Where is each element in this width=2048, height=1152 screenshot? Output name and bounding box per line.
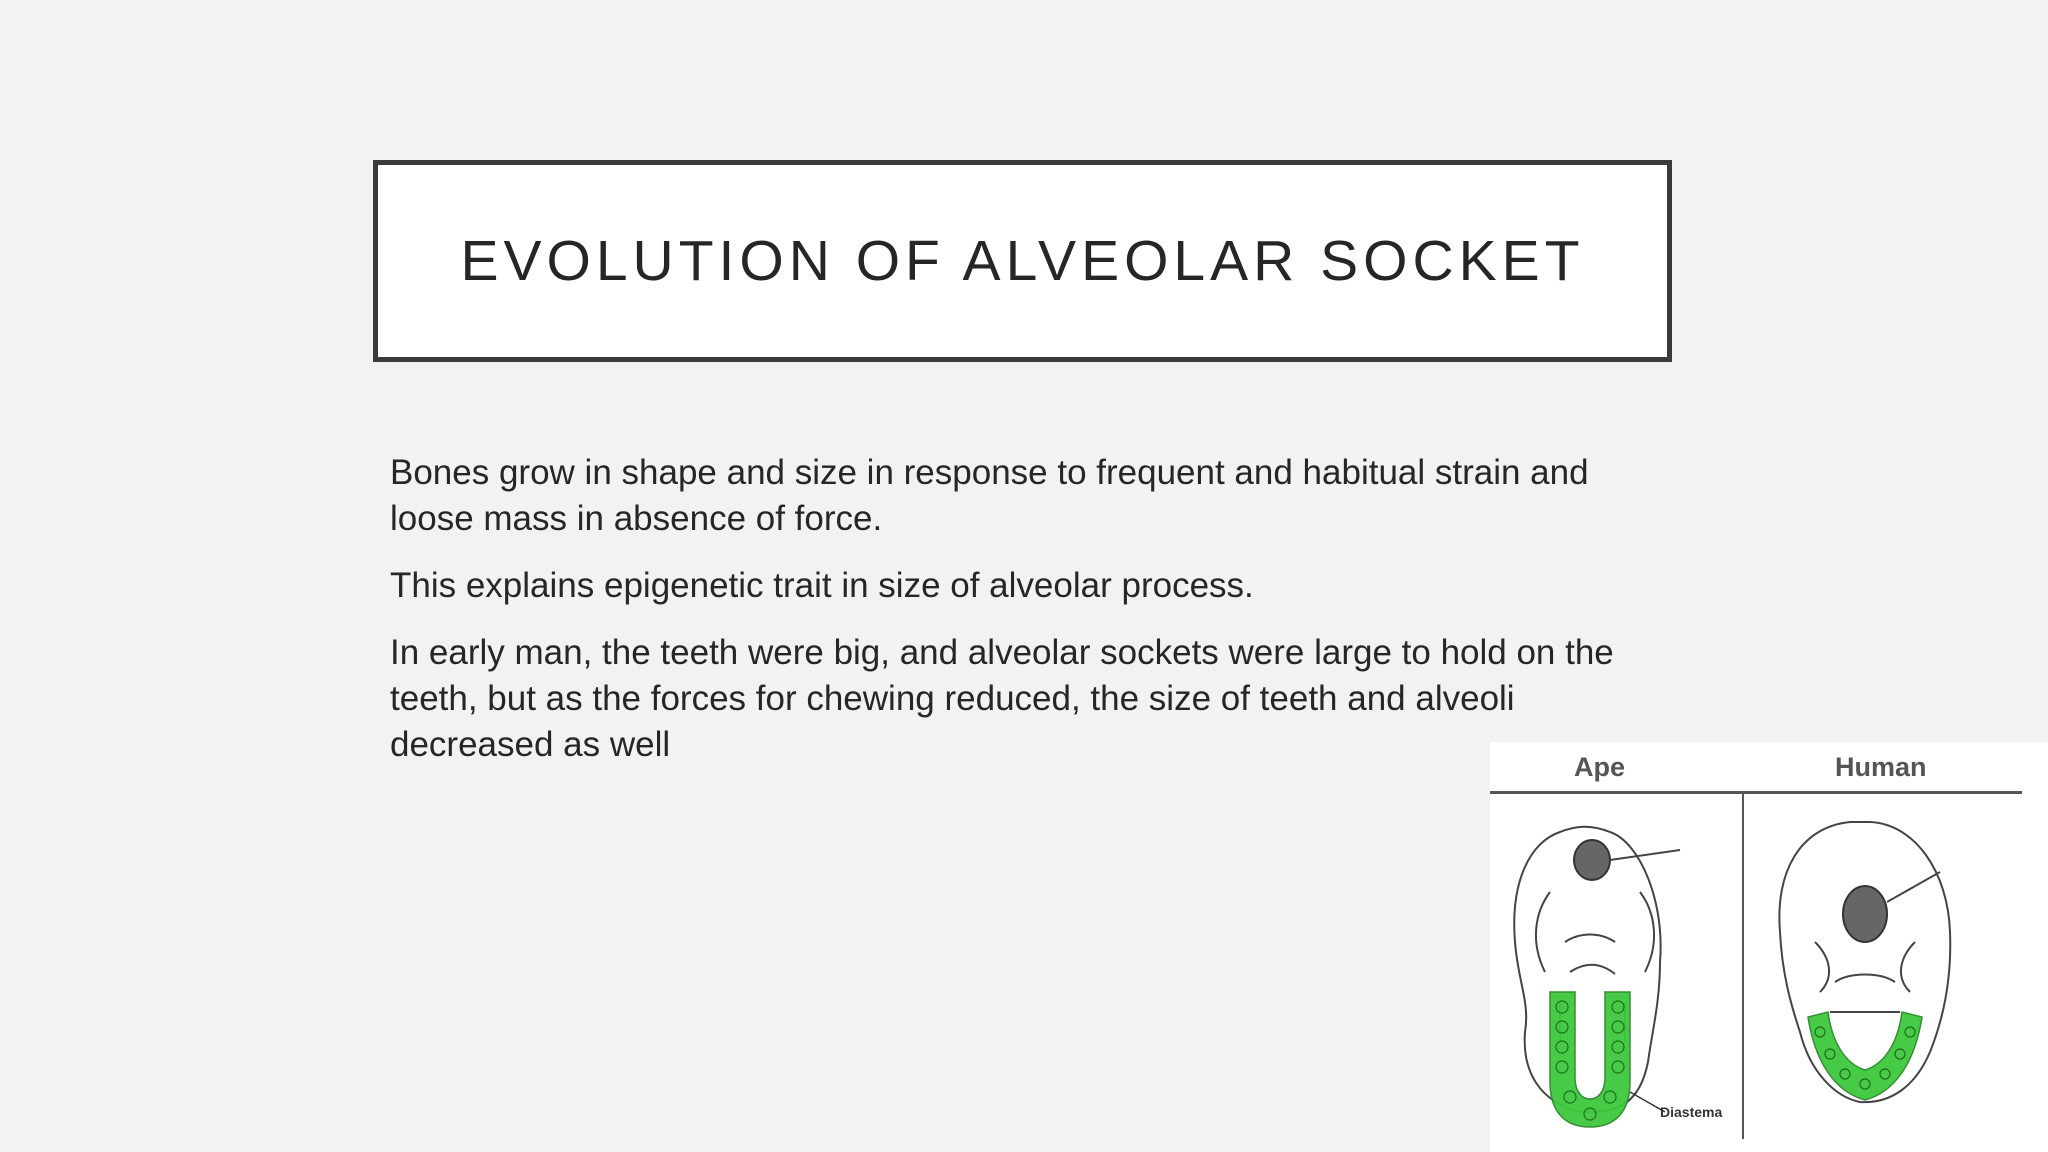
body-text — [390, 450, 1650, 789]
ape-skull-illustration — [1514, 827, 1680, 1112]
human-skull-illustration — [1779, 822, 1950, 1102]
paragraph-1: Bones grow in shape and size in response to frequent and habitual strain and loose mass in absence of force. — [390, 453, 1589, 538]
label-human: Human — [1835, 752, 1927, 782]
paragraph-2: This explains epigenetic trait in size of alveolar process. — [390, 566, 1254, 605]
title-box — [373, 160, 1672, 362]
diastema-annotation: Diastema — [1660, 1104, 1723, 1120]
skull-comparison-figure — [1490, 742, 2048, 1152]
skull-drawings — [1490, 742, 2048, 1152]
ape-dental-arch — [1550, 992, 1630, 1127]
label-ape: Ape — [1574, 752, 1626, 782]
paragraph-3: In early man, the teeth were big, and alveolar sockets were large to hold on the teeth, but as the forces for chewing reduced, the size of teeth and alveoli decreased as well — [390, 633, 1614, 764]
slide-title: EVOLUTION OF ALVEOLAR SOCKET — [460, 229, 1585, 293]
